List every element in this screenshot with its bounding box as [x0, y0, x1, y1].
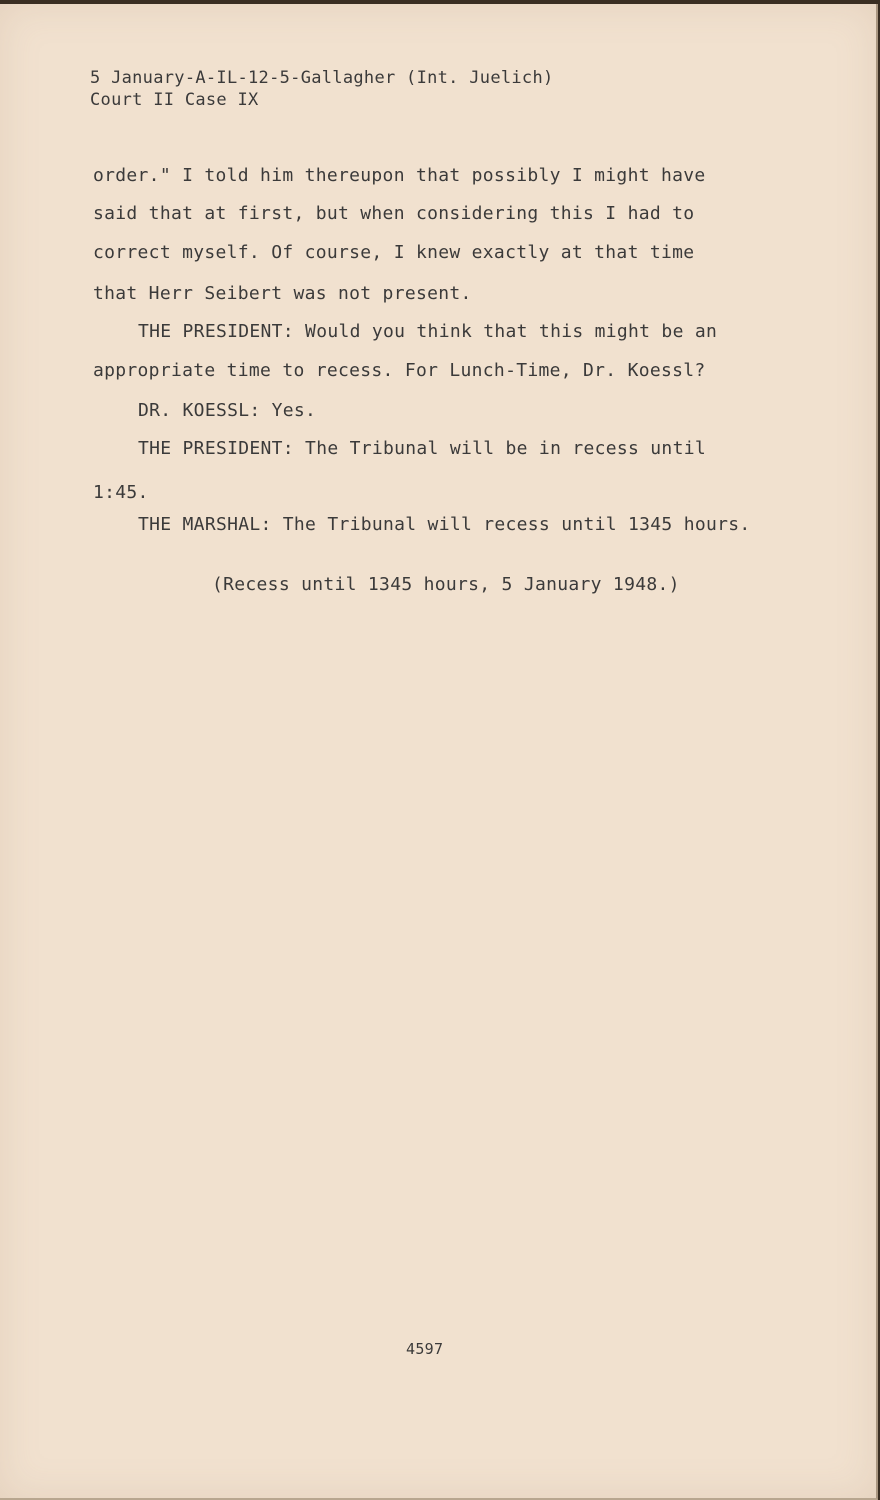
header-court-case: Court II Case IX	[90, 90, 259, 110]
body-line: order." I told him thereupon that possibly I might have	[93, 165, 706, 186]
marshal-statement: THE MARSHAL: The Tribunal will recess until 1345 hours.	[138, 514, 751, 535]
koessl-statement: DR. KOESSL: Yes.	[138, 400, 317, 421]
page-number: 4597	[406, 1340, 444, 1358]
body-line: correct myself. Of course, I knew exactly at that time	[93, 242, 695, 263]
president-statement-continued: 1:45.	[93, 482, 149, 503]
header-case-reference: 5 January-A-IL-12-5-Gallagher (Int. Juelich)	[90, 68, 554, 88]
president-statement-continued: appropriate time to recess. For Lunch-Time, Dr. Koessl?	[93, 360, 706, 381]
recess-note: (Recess until 1345 hours, 5 January 1948.)	[212, 574, 680, 595]
president-statement: THE PRESIDENT: Would you think that this might be an	[138, 321, 718, 342]
president-statement: THE PRESIDENT: The Tribunal will be in recess until	[138, 438, 706, 459]
body-line: said that at first, but when considering this I had to	[93, 203, 695, 224]
document-page	[0, 4, 878, 1500]
body-line: that Herr Seibert was not present.	[93, 283, 472, 304]
